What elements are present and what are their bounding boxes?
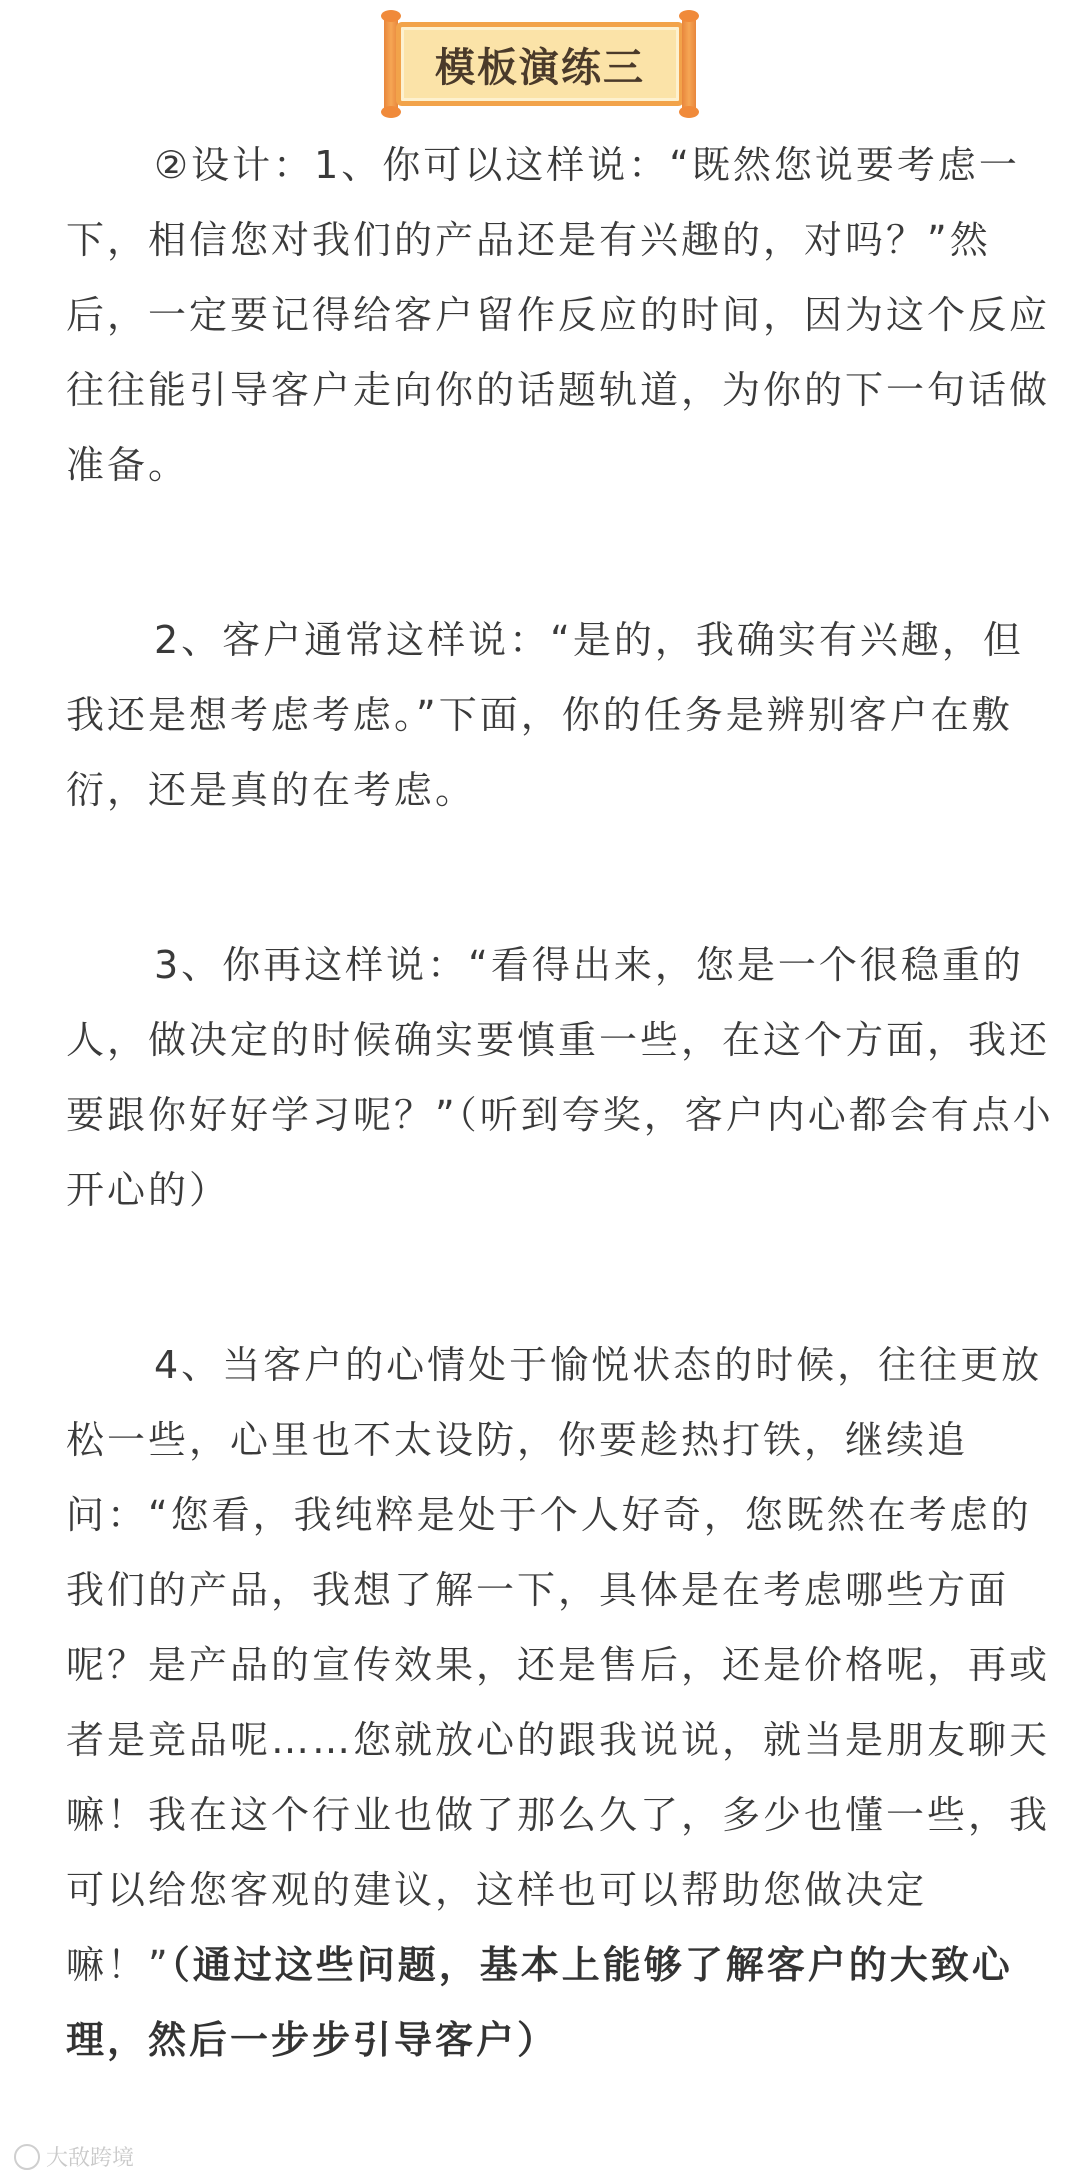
paragraph-text: 2、客户通常这样说：“是的，我确实有兴趣，但我还是想考虑考虑。”下面，你的任务是辨别客户在敷衍，还是真的在考虑。 xyxy=(66,618,1024,812)
paragraph-spacer xyxy=(66,828,1056,928)
banner-plaque xyxy=(396,22,684,106)
paragraph-step-4 xyxy=(66,1328,1056,2078)
section-banner xyxy=(380,14,700,114)
paragraph-text: 4、当客户的心情处于愉悦状态的时候，往往更放松一些，心里也不太设防，你要趁热打铁，继续追问：“您看，我纯粹是处于个人好奇，您既然在考虑的我们的产品，我想了解一下，具体是在考虑哪些方面呢？是产品的宣传效果，还是售后，还是价格呢，再或者是竞品呢……您就放心的跟我说说，就当是朋友聊天嘛！我在这个行业也做了那么久了，多少也懂一些，我可以给您客观的建议，这样也可以帮助您做决定嘛！” xyxy=(66,1343,1051,1987)
paragraph-text: ②设计：1、你可以这样说：“既然您说要考虑一下，相信您对我们的产品还是有兴趣的，对吗？”然后，一定要记得给客户留作反应的时间，因为这个反应往往能引导客户走向你的话题轨道，为你的下一句话做准备。 xyxy=(66,143,1051,487)
paragraph-text: 3、你再这样说：“看得出来，您是一个很稳重的人，做决定的时候确实要慎重一些，在这个方面，我还要跟你好好学习呢？”（听到夸奖，客户内心都会有点小开心的） xyxy=(66,943,1054,1212)
paragraph-bold-note: （通过这些问题，基本上能够了解客户的大致心理，然后一步步引导客户） xyxy=(66,1943,1013,2062)
paragraph-step-2 xyxy=(66,603,1056,828)
banner-scroll-rod-right xyxy=(682,14,696,114)
paragraph-step-1 xyxy=(66,128,1056,503)
banner-title: 模板演练三 xyxy=(435,44,645,91)
paragraph-step-3 xyxy=(66,928,1056,1228)
paragraph-spacer xyxy=(66,1228,1056,1328)
paragraph-spacer xyxy=(66,503,1056,603)
watermark xyxy=(14,2141,134,2172)
watermark-logo-icon xyxy=(14,2144,40,2170)
watermark-text: 大敌跨境 xyxy=(46,2146,135,2171)
article-body xyxy=(66,128,1056,2078)
